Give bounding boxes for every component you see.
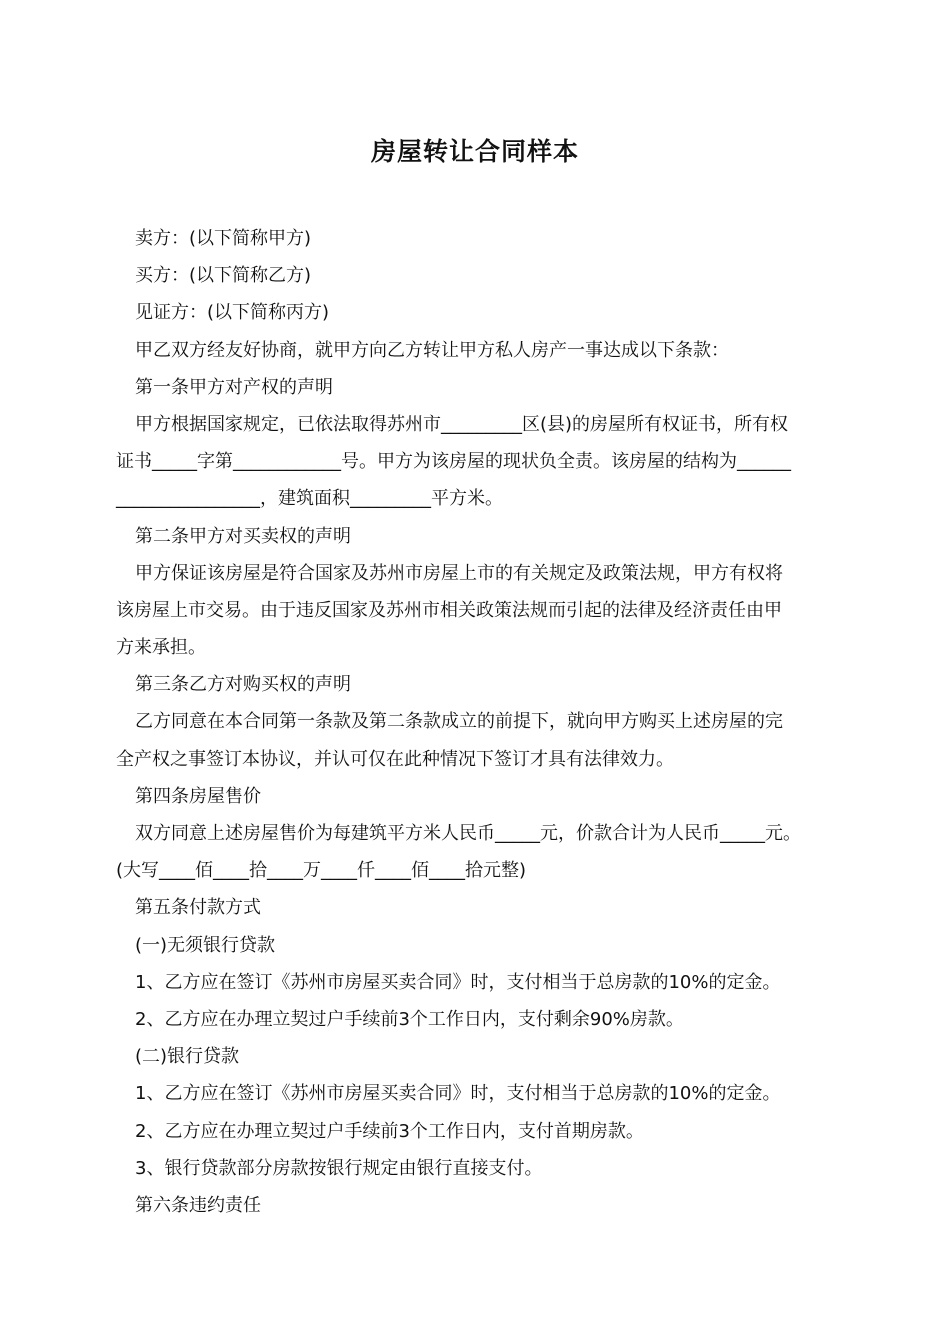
paragraph-line: 甲方根据国家规定，已依法取得苏州市_________区(县)的房屋所有权证书，所有权 — [135, 413, 789, 435]
subsection-heading: (一)无须银行贷款 — [135, 934, 276, 956]
paragraph-line: 甲方保证该房屋是符合国家及苏州市房屋上市的有关规定及政策法规，甲方有权将 — [135, 562, 783, 584]
article-heading: 第一条甲方对产权的声明 — [135, 376, 333, 398]
article-heading: 第三条乙方对购买权的声明 — [135, 674, 351, 696]
document-title: 房屋转让合同样本 — [370, 137, 579, 166]
list-item: 1、乙方应在签订《苏州市房屋买卖合同》时，支付相当于总房款的10%的定金。 — [135, 1083, 781, 1105]
paragraph-line: (大写____佰____拾____万____仟____佰____拾元整) — [116, 860, 527, 882]
list-item: 3、银行贷款部分房款按银行规定由银行直接支付。 — [135, 1157, 543, 1179]
article-heading: 第二条甲方对买卖权的声明 — [135, 525, 351, 547]
article-heading: 第五条付款方式 — [135, 897, 261, 919]
party-witness-line: 见证方：(以下简称丙方) — [135, 302, 330, 324]
paragraph-line: 全产权之事签订本协议，并认可仅在此种情况下签订才具有法律效力。 — [116, 748, 674, 770]
paragraph-line: 方来承担。 — [116, 637, 206, 659]
article-heading: 第六条违约责任 — [135, 1194, 261, 1216]
paragraph-line: 双方同意上述房屋售价为每建筑平方米人民币_____元，价款合计为人民币_____元。 — [135, 823, 801, 844]
list-item: 2、乙方应在办理立契过户手续前3个工作日内，支付首期房款。 — [135, 1120, 644, 1142]
preamble-line: 甲乙双方经友好协商，就甲方向乙方转让甲方私人房产一事达成以下条款： — [135, 339, 729, 361]
paragraph-line: 该房屋上市交易。由于违反国家及苏州市相关政策法规而引起的法律及经济责任由甲 — [116, 599, 782, 621]
list-item: 2、乙方应在办理立契过户手续前3个工作日内，支付剩余90%房款。 — [135, 1008, 684, 1030]
document-body — [116, 224, 856, 1228]
article-heading: 第四条房屋售价 — [135, 785, 261, 807]
list-item: 1、乙方应在签订《苏州市房屋买卖合同》时，支付相当于总房款的10%的定金。 — [135, 971, 781, 993]
party-buyer-line: 买方：(以下简称乙方) — [135, 265, 312, 287]
paragraph-line: ________________，建筑面积_________平方米。 — [116, 488, 503, 510]
paragraph-line: 乙方同意在本合同第一条款及第二条款成立的前提下，就向甲方购买上述房屋的完 — [135, 711, 783, 733]
party-seller-line: 卖方：(以下简称甲方) — [135, 228, 312, 249]
subsection-heading: (二)银行贷款 — [135, 1046, 240, 1068]
paragraph-line: 证书_____字第____________号。甲方为该房屋的现状负全责。该房屋的结构为______ — [116, 451, 791, 473]
